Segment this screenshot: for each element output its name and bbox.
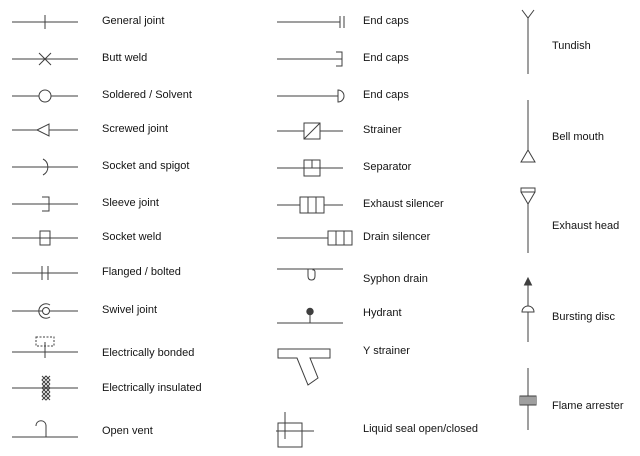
hydrant-symbol: [272, 305, 362, 333]
label-tundish: Tundish: [552, 40, 591, 52]
label-swivel-joint: Swivel joint: [102, 304, 158, 316]
separator-symbol: [272, 154, 362, 182]
end-cap-dome-symbol: [272, 82, 362, 110]
label-soldered-solvent: Soldered / Solvent: [102, 89, 192, 101]
socket-and-spigot-symbol: [6, 153, 96, 181]
label-butt-weld: Butt weld: [102, 52, 148, 64]
bursting-disc-symbol: [514, 276, 542, 346]
strainer-symbol: [272, 117, 362, 145]
label-screwed-joint: Screwed joint: [102, 123, 169, 135]
exhaust-silencer-symbol: [272, 191, 362, 219]
label-bursting-disc: Bursting disc: [552, 311, 615, 323]
label-sleeve-joint: Sleeve joint: [102, 197, 159, 209]
label-end-caps-2: End caps: [363, 52, 409, 64]
label-y-strainer: Y strainer: [363, 345, 410, 357]
end-cap-double-bar-symbol: [272, 8, 362, 36]
general-joint-symbol: [6, 8, 96, 36]
label-flanged-bolted: Flanged / bolted: [102, 266, 181, 278]
exhaust-head-symbol: [514, 186, 542, 256]
sleeve-joint-symbol: [6, 190, 96, 218]
label-electrically-insulated: Electrically insulated: [102, 382, 202, 394]
end-cap-bracket-symbol: [272, 45, 362, 73]
socket-weld-symbol: [6, 224, 96, 252]
label-open-vent: Open vent: [102, 425, 153, 437]
y-strainer-symbol: [276, 347, 332, 392]
bell-mouth-symbol: [514, 98, 542, 166]
soldered-solvent-symbol: [6, 82, 96, 110]
label-socket-and-spigot: Socket and spigot: [102, 160, 190, 172]
label-liquid-seal: Liquid seal open/closed: [363, 423, 478, 435]
label-bell-mouth: Bell mouth: [552, 131, 604, 143]
label-socket-weld: Socket weld: [102, 231, 162, 243]
label-drain-silencer: Drain silencer: [363, 231, 431, 243]
label-separator: Separator: [363, 161, 412, 173]
label-end-caps-3: End caps: [363, 89, 409, 101]
flame-arrester-symbol: [514, 366, 542, 436]
label-electrically-bonded: Electrically bonded: [102, 347, 195, 359]
open-vent-symbol: [6, 413, 96, 441]
label-strainer: Strainer: [363, 124, 402, 136]
electrically-insulated-symbol: [6, 374, 96, 402]
syphon-drain-symbol: [272, 255, 362, 285]
label-end-caps-1: End caps: [363, 15, 409, 27]
screwed-joint-symbol: [6, 116, 96, 144]
label-general-joint: General joint: [102, 15, 165, 27]
drain-silencer-symbol: [272, 224, 362, 252]
label-exhaust-silencer: Exhaust silencer: [363, 198, 444, 210]
label-exhaust-head: Exhaust head: [552, 220, 620, 232]
liquid-seal-symbol: [274, 410, 320, 452]
label-hydrant: Hydrant: [363, 307, 402, 319]
tundish-symbol: [514, 8, 542, 76]
flanged-bolted-symbol: [6, 259, 96, 287]
label-syphon-drain: Syphon drain: [363, 273, 428, 285]
electrically-bonded-symbol: [6, 334, 96, 364]
swivel-joint-symbol: [6, 297, 96, 325]
label-flame-arrester: Flame arrester: [552, 400, 624, 412]
butt-weld-symbol: [6, 45, 96, 73]
